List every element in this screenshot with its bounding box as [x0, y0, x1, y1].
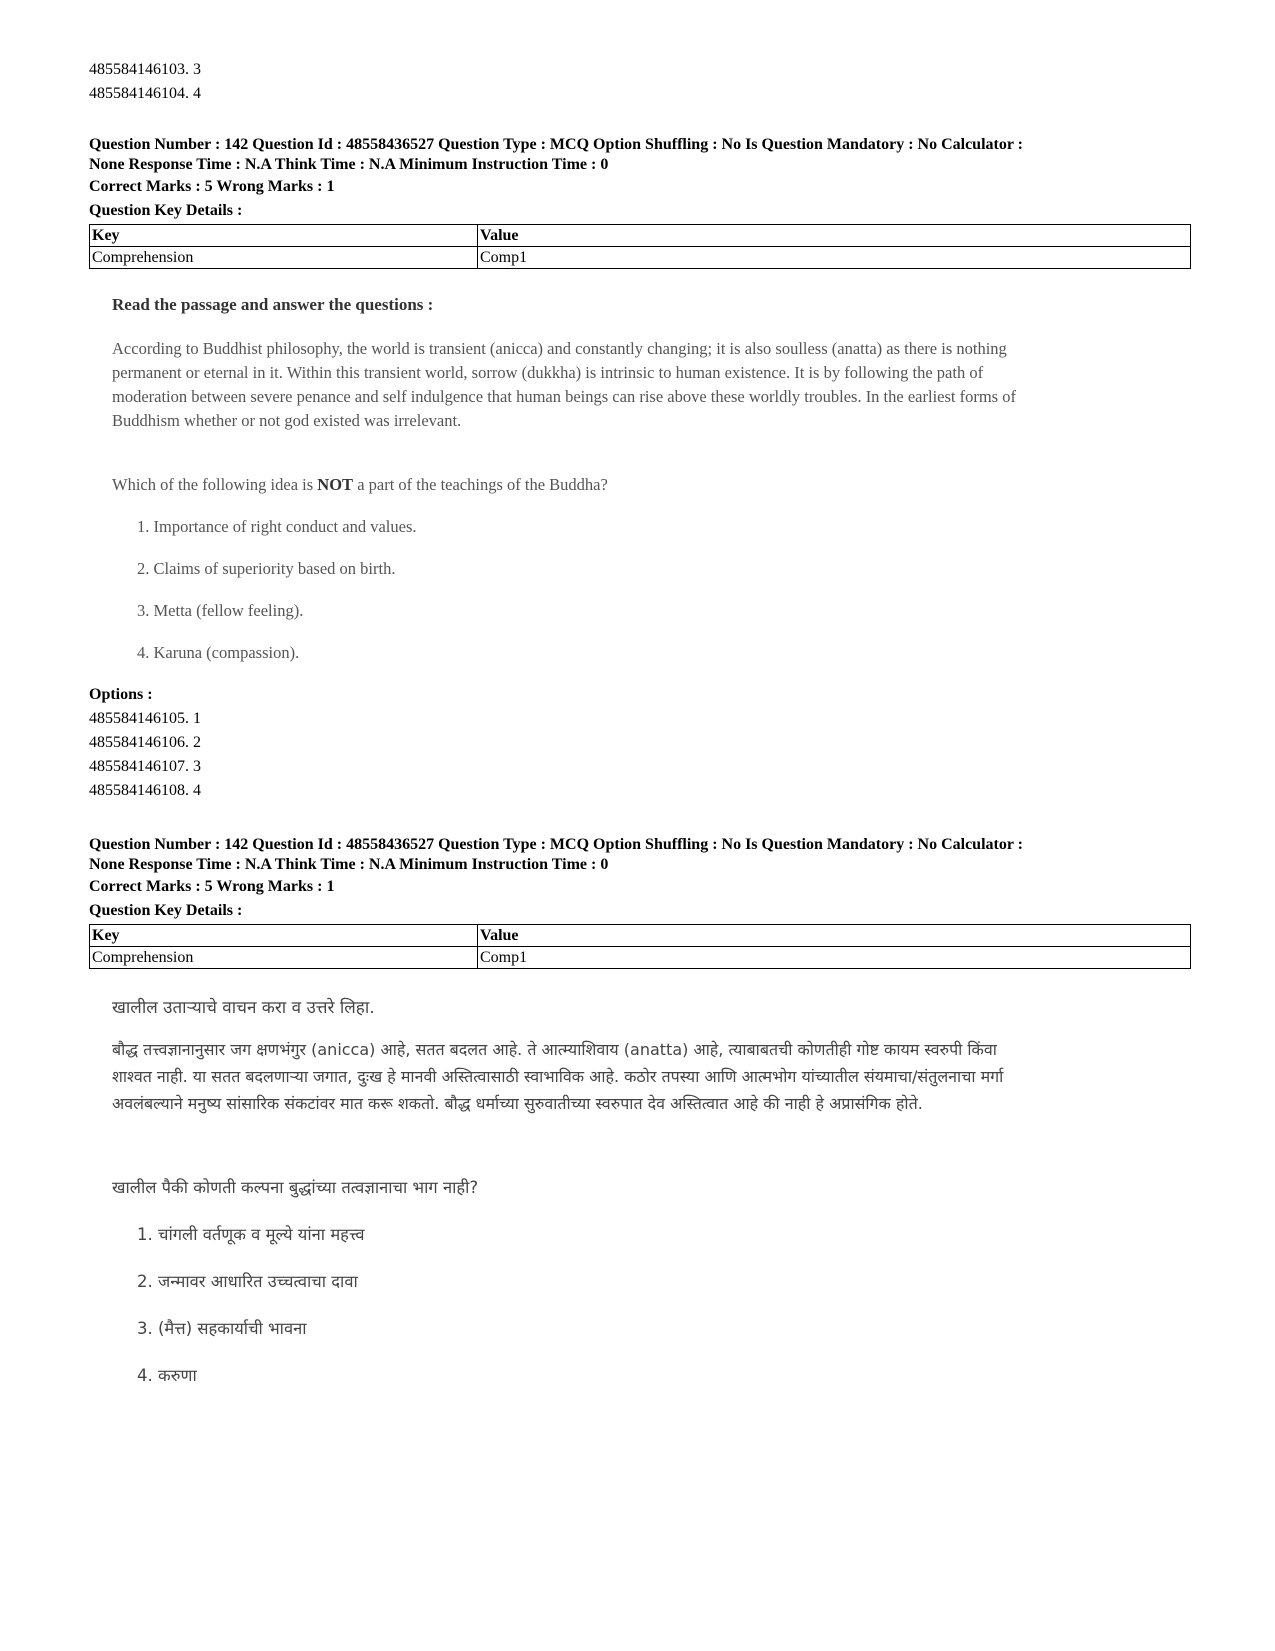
question-image: [112, 995, 1189, 1386]
passage-title: खालील उताऱ्याचे वाचन करा व उत्तरे लिहा.: [112, 998, 375, 1018]
question-header-continued: None Response Time : N.A Think Time : N.A Minimum Instruction Time : 0: [89, 856, 609, 873]
choice-item: 3. (मैत्त) सहकार्याची भावना: [137, 1319, 307, 1338]
choice-item: 2. जन्मावर आधारित उच्चत्वाचा दावा: [137, 1272, 358, 1291]
option-line: 485584146108. 4: [89, 782, 201, 799]
question-header: Question Number : 142 Question Id : 48558436527 Question Type : MCQ Option Shuffling : No Is Question Mandatory : No Calculator :: [89, 836, 1023, 853]
table-cell-key: Comprehension: [90, 947, 478, 969]
document-page: [89, 58, 1189, 1386]
table-header-key: Key: [90, 925, 478, 947]
question-block-marathi: [89, 835, 1189, 1386]
option-line: 485584146105. 1: [89, 710, 201, 727]
marks-line: Correct Marks : 5 Wrong Marks : 1: [89, 878, 335, 895]
table-cell-value: Comp1: [478, 247, 1191, 269]
choice-item: 1. Importance of right conduct and values.: [137, 517, 417, 536]
option-line: 485584146106. 2: [89, 734, 201, 751]
question-block-english: [89, 135, 1189, 803]
passage-title: Read the passage and answer the questions :: [112, 295, 434, 314]
question-header-continued: None Response Time : N.A Think Time : N.A Minimum Instruction Time : 0: [89, 156, 609, 173]
choice-item: 4. Karuna (compassion).: [137, 643, 300, 662]
choice-item: 3. Metta (fellow feeling).: [137, 601, 304, 620]
choice-item: 4. करुणा: [137, 1366, 197, 1385]
choice-item: 1. चांगली वर्तणूक व मूल्ये यांना महत्त्व: [137, 1225, 365, 1244]
key-details-label: Question Key Details :: [89, 902, 243, 919]
passage-text: According to Buddhist philosophy, the world is transient (anicca) and constantly changing; it is also soulless (anatta) as there is nothing permanent or eternal in it. Within this transient world, sorrow (dukkha) is intrinsic to human existence. It is by following the path of moderation between severe penance and self indulgence that human beings can rise above these worldly troubles. In the earliest forms of Buddhism whether or not god existed was irrelevant.: [112, 339, 1016, 430]
table-cell-value: Comp1: [478, 947, 1191, 969]
option-line: 485584146107. 3: [89, 758, 201, 775]
question-image: [112, 295, 1189, 663]
option-line: 485584146104. 4: [89, 85, 201, 102]
key-details-table: [89, 924, 1191, 969]
options-label: Options :: [89, 686, 153, 703]
table-header-value: Value: [478, 925, 1191, 947]
choice-item: 2. Claims of superiority based on birth.: [137, 559, 396, 578]
question-header: Question Number : 142 Question Id : 48558436527 Question Type : MCQ Option Shuffling : No Is Question Mandatory : No Calculator :: [89, 136, 1023, 153]
key-details-label: Question Key Details :: [89, 202, 243, 219]
marks-line: Correct Marks : 5 Wrong Marks : 1: [89, 178, 335, 195]
table-header-key: Key: [90, 225, 478, 247]
question-text: खालील पैकी कोणती कल्पना बुद्धांच्या तत्वज्ञानाचा भाग नाही?: [112, 1178, 479, 1197]
passage-text: बौद्ध तत्त्वज्ञानानुसार जग क्षणभंगुर (anicca) आहे, सतत बदलत आहे. ते आत्म्याशिवाय (anatta) आहे, त्याबाबतची कोणतीही गोष्ट कायम स्वरुपी किंवा शाश्वत नाही. या सतत बदलणाऱ्या जगात, दुःख हे मानवी अस्तित्वासाठी स्वाभाविक आहे. कठोर तपस्या आणि आत्मभोग यांच्यातील संयमाचा/संतुलनाचा मर्गा अवलंबल्याने मनुष्य सांसारिक संकटांवर मात करू शकतो. बौद्ध धर्माच्या सुरुवातीच्या स्वरुपात देव अस्तित्वात आहे की नाही हे अप्रासंगिक होते.: [112, 1040, 1004, 1113]
question-text: Which of the following idea is NOT a part of the teachings of the Buddha?: [112, 475, 608, 494]
table-header-value: Value: [478, 225, 1191, 247]
option-line: 485584146103. 3: [89, 61, 201, 78]
key-details-table: [89, 224, 1191, 269]
table-cell-key: Comprehension: [90, 247, 478, 269]
